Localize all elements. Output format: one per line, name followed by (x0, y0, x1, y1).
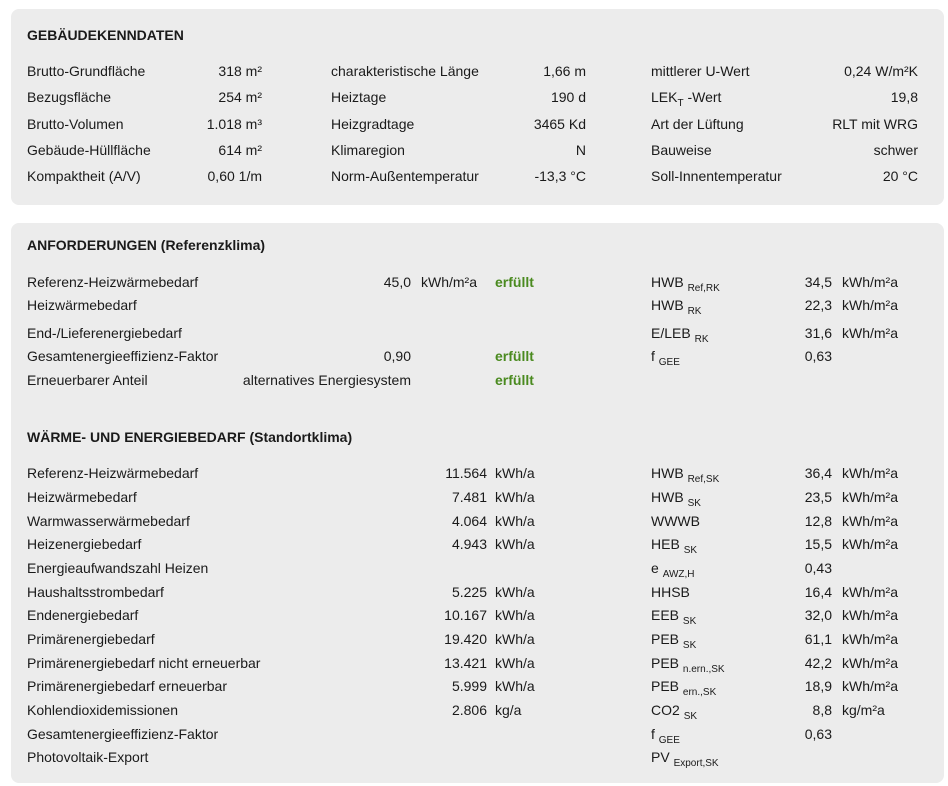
kenndaten-label: charakteristische Länge (331, 63, 479, 79)
kenndaten-label (651, 168, 782, 184)
label-text: mittlerer U-Wert (651, 63, 750, 79)
label-text: Soll-Innentemperatur (651, 168, 782, 184)
bedarf-symbol (651, 607, 697, 627)
bedarf-symbol (651, 513, 700, 529)
kennwert-unit: kWh/m²a (842, 678, 898, 694)
kenndaten-value: RLT mit WRG (832, 116, 918, 132)
bedarf-value: 7.481 (451, 489, 487, 505)
kenndaten-label (651, 116, 744, 132)
bedarf-label: Referenz-Heizwärmebedarf (27, 465, 199, 481)
anforderung-symbol (651, 348, 680, 368)
anforderung-value: 0,90 (383, 348, 411, 364)
anforderung-label: Referenz-Heizwärmebedarf (27, 274, 199, 290)
symbol-text: PEB (651, 678, 680, 694)
bedarf-value: 19.420 (444, 631, 487, 647)
symbol-subscript: SK (682, 640, 697, 651)
kenndaten-value: 1,66 m (543, 63, 586, 79)
label-subscript: T (677, 98, 684, 109)
bedarf-symbol (651, 749, 719, 769)
symbol-text: PV (651, 749, 670, 765)
kenndaten-value: 190 d (550, 89, 586, 105)
bedarf-symbol (651, 678, 717, 698)
kennwert-value: 23,5 (804, 489, 832, 505)
kennwert-unit: kWh/m²a (842, 513, 898, 529)
bedarf-value: 4.943 (451, 536, 487, 552)
kenndaten-label: Brutto-Volumen (27, 116, 124, 132)
anforderung-value: 45,0 (383, 274, 411, 290)
anforderung-label: Erneuerbarer Anteil (27, 372, 148, 388)
status-erfuellt: erfüllt (495, 274, 534, 290)
bedarf-unit: kWh/a (495, 678, 535, 694)
status-erfuellt: erfüllt (495, 372, 534, 388)
kenndaten-label: Gebäude-Hüllfläche (27, 142, 151, 158)
symbol-text: HWB (651, 274, 684, 290)
section-title-gebaeudekenndaten: GEBÄUDEKENNDATEN (27, 27, 184, 43)
bedarf-label: Primärenergiebedarf erneuerbar (27, 678, 227, 694)
kenndaten-value: 1.018 m³ (206, 116, 262, 132)
kenndaten-label: Bezugsfläche (27, 89, 112, 105)
kennwert-unit: kWh/m²a (842, 325, 898, 341)
kenndaten-value: 0,24 W/m²K (844, 63, 918, 79)
kenndaten-label: Klimaregion (331, 142, 405, 158)
kenndaten-value: 254 m² (218, 89, 262, 105)
bedarf-symbol (651, 631, 697, 651)
kenndaten-value: -13,3 °C (534, 168, 586, 184)
symbol-subscript: SK (683, 545, 698, 556)
bedarf-symbol (651, 584, 690, 600)
anforderung-label: Heizwärmebedarf (27, 297, 137, 313)
anforderung-symbol (651, 274, 720, 294)
bedarf-label: Heizenergiebedarf (27, 536, 142, 552)
bedarf-value: 5.225 (451, 584, 487, 600)
kennwert-value: 16,4 (804, 584, 832, 600)
bedarf-label: Primärenergiebedarf (27, 631, 155, 647)
bedarf-symbol (651, 536, 698, 556)
kennwert-value: 42,2 (804, 655, 832, 671)
bedarf-unit: kWh/a (495, 607, 535, 623)
kenndaten-value: 19,8 (890, 89, 918, 105)
kennwert-value: 0,63 (804, 726, 832, 742)
bedarf-label: Heizwärmebedarf (27, 489, 137, 505)
bedarf-value: 4.064 (451, 513, 487, 529)
kennwert-unit: kWh/m²a (842, 607, 898, 623)
label-text: Art der Lüftung (651, 116, 744, 132)
kennwert-value: 22,3 (804, 297, 832, 313)
bedarf-unit: kWh/a (495, 655, 535, 671)
label-text: LEK (651, 89, 678, 105)
kennwert-unit: kWh/m²a (842, 489, 898, 505)
kennwert-value: 15,5 (804, 536, 832, 552)
kennwert-unit: kWh/m²a (842, 297, 898, 313)
bedarf-value: 11.564 (445, 465, 487, 481)
kennwert-value: 61,1 (804, 631, 832, 647)
bedarf-label: Endenergiebedarf (27, 607, 139, 623)
symbol-text: WWWB (651, 513, 700, 529)
bedarf-unit: kWh/a (495, 584, 535, 600)
bedarf-label: Gesamtenergieeffizienz-Faktor (27, 726, 219, 742)
symbol-subscript: RK (687, 306, 702, 317)
kennwert-value: 34,5 (804, 274, 832, 290)
symbol-text: CO2 (651, 702, 680, 718)
bedarf-symbol (651, 465, 720, 485)
bedarf-unit: kWh/a (495, 489, 535, 505)
bedarf-value: 10.167 (444, 607, 487, 623)
bedarf-unit: kWh/a (495, 513, 535, 529)
bedarf-label: Photovoltaik-Export (27, 749, 149, 765)
bedarf-unit: kg/a (495, 702, 522, 718)
bedarf-unit: kWh/a (495, 631, 535, 647)
label-suffix: -Wert (683, 89, 722, 105)
kenndaten-value: 318 m² (218, 63, 262, 79)
symbol-subscript: SK (683, 711, 698, 722)
anforderung-unit: kWh/m²a (421, 274, 477, 290)
bedarf-value: 2.806 (451, 702, 487, 718)
kenndaten-value: 614 m² (218, 142, 262, 158)
symbol-subscript: Export,SK (673, 758, 719, 769)
kennwert-value: 36,4 (804, 465, 832, 481)
symbol-subscript: SK (682, 616, 697, 627)
anforderungen-panel (11, 223, 944, 783)
kennwert-unit: kWh/m²a (842, 655, 898, 671)
kenndaten-label: Norm-Außentemperatur (331, 168, 479, 184)
symbol-subscript: ern.,SK (682, 687, 717, 698)
kenndaten-label: Heizgradtage (331, 116, 415, 132)
gebaeudekenndaten-panel (11, 9, 944, 205)
kenndaten-label (651, 89, 722, 109)
kennwert-unit: kWh/m²a (842, 584, 898, 600)
kenndaten-value: 20 °C (882, 168, 918, 184)
symbol-text: f (651, 348, 655, 364)
kennwert-value: 0,43 (804, 560, 832, 576)
kenndaten-label (651, 63, 750, 79)
bedarf-unit: kWh/a (495, 536, 535, 552)
section-title-waerme-energiebedarf: WÄRME- UND ENERGIEBEDARF (Standortklima) (27, 429, 353, 445)
kenndaten-value: 3465 Kd (533, 116, 586, 132)
symbol-text: HWB (651, 465, 684, 481)
symbol-subscript: SK (687, 498, 701, 509)
status-erfuellt: erfüllt (495, 348, 534, 364)
anforderung-label: Gesamtenergieeffizienz-Faktor (27, 348, 219, 364)
kennwert-unit: kWh/m²a (842, 465, 898, 481)
symbol-text: EEB (651, 607, 680, 623)
kennwert-value: 31,6 (804, 325, 832, 341)
symbol-text: PEB (651, 655, 680, 671)
bedarf-symbol (651, 702, 698, 722)
kennwert-value: 32,0 (804, 607, 832, 623)
kennwert-unit: kg/m²a (842, 702, 885, 718)
kennwert-unit: kWh/m²a (842, 631, 898, 647)
bedarf-unit: kWh/a (495, 465, 535, 481)
kenndaten-label: Brutto-Grundfläche (27, 63, 146, 79)
symbol-text: HWB (651, 297, 684, 313)
bedarf-symbol (651, 655, 725, 675)
bedarf-symbol (651, 726, 680, 746)
anforderung-label: End-/Lieferenergiebedarf (27, 325, 182, 341)
symbol-subscript: n.ern.,SK (682, 664, 725, 675)
bedarf-label: Warmwasserwärmebedarf (27, 513, 190, 529)
kennwert-unit: kWh/m²a (842, 274, 898, 290)
symbol-subscript: Ref,SK (687, 474, 720, 485)
anforderung-symbol (651, 297, 702, 317)
symbol-text: HWB (651, 489, 684, 505)
bedarf-label: Energieaufwandszahl Heizen (27, 560, 209, 576)
symbol-subscript: RK (694, 334, 709, 345)
symbol-subscript: GEE (658, 357, 680, 368)
kennwert-unit: kWh/m²a (842, 536, 898, 552)
section-title-anforderungen: ANFORDERUNGEN (Referenzklima) (27, 237, 266, 253)
kenndaten-value: 0,60 1/m (207, 168, 262, 184)
bedarf-value: 5.999 (451, 678, 487, 694)
kennwert-value: 8,8 (812, 702, 832, 718)
bedarf-label: Primärenergiebedarf nicht erneuerbar (27, 655, 261, 671)
kenndaten-value: N (575, 142, 586, 158)
bedarf-symbol (651, 489, 701, 509)
bedarf-value: 13.421 (444, 655, 487, 671)
kennwert-value: 0,63 (804, 348, 832, 364)
kennwert-value: 12,8 (804, 513, 832, 529)
anforderung-value: alternatives Energiesystem (242, 372, 411, 388)
kenndaten-label: Heiztage (331, 89, 387, 105)
kennwert-value: 18,9 (804, 678, 832, 694)
symbol-text: HHSB (651, 584, 690, 600)
symbol-subscript: Ref,RK (687, 283, 720, 294)
symbol-text: E/LEB (651, 325, 691, 341)
symbol-text: f (651, 726, 655, 742)
bedarf-label: Kohlendioxidemissionen (27, 702, 178, 718)
symbol-subscript: GEE (658, 735, 680, 746)
bedarf-label: Haushaltsstrombedarf (27, 584, 164, 600)
symbol-text: HEB (651, 536, 680, 552)
kenndaten-value: schwer (873, 142, 918, 158)
anforderung-symbol (651, 325, 709, 345)
symbol-subscript: AWZ,H (662, 569, 695, 580)
label-text: Bauweise (651, 142, 712, 158)
kenndaten-label: Kompaktheit (A/V) (27, 168, 141, 184)
symbol-text: PEB (651, 631, 680, 647)
symbol-text: e (651, 560, 659, 576)
bedarf-symbol (651, 560, 695, 580)
kenndaten-label (651, 142, 712, 158)
